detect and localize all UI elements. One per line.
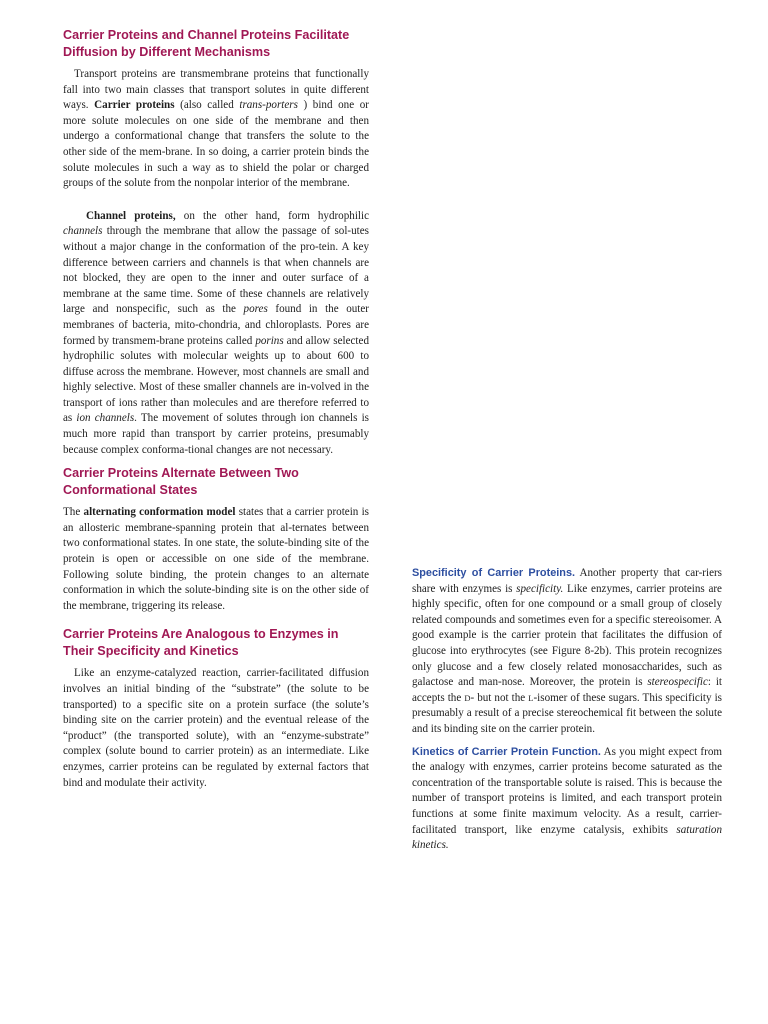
text-run: found in the outer membranes of bacteria, mito-chondria, and chloroplasts. Pores are formed by transmem-brane proteins called bbox=[63, 303, 369, 347]
bold-term: Channel proteins, bbox=[86, 209, 176, 222]
paragraph bbox=[63, 666, 369, 791]
italic-term: channels bbox=[63, 225, 103, 238]
text-run: states that a carrier protein is an allosteric membrane-spanning protein that al-ternates between two conformational states. In one state, the solute-binding site of the protein is open or accessible on one side of the membrane. Following solute binding, the protein changes to an alternate conformation in which the solute-binding site is on the other side of the membrane, triggering its release. bbox=[63, 506, 369, 612]
text-run: on the other hand, form hydrophilic bbox=[175, 209, 369, 222]
bold-term: alternating conformation model bbox=[83, 506, 236, 519]
text-run: The bbox=[63, 506, 84, 519]
section-heading: Carrier Proteins and Channel Proteins Facilitate Diffusion by Different Mechanisms bbox=[63, 28, 350, 59]
text-run: : it accepts the bbox=[412, 676, 722, 704]
small-caps: L bbox=[528, 692, 534, 703]
text-run: Transport proteins are transmembrane proteins that functionally fall into two main classes that transport solutes in quite different ways. bbox=[63, 68, 369, 112]
paragraph bbox=[412, 566, 722, 738]
italic-term: stereospecific bbox=[647, 676, 708, 689]
run-in-heading: Kinetics of Carrier Protein Function. bbox=[412, 745, 601, 758]
text-run: through the membrane that allow the passage of sol-utes without a major change in the conformation of the pro-tein. A key difference between carriers and channels is that when channels are not blocked, they are open to the inner and outer surface of a membrane at the same time. Some of these channels are relatively large and nonspecific, such as the bbox=[63, 225, 369, 316]
right-column bbox=[412, 566, 722, 854]
italic-term: ion channels bbox=[76, 412, 135, 425]
paragraph bbox=[412, 745, 722, 854]
text-run: As you might expect from the analogy with enzymes, carrier proteins become saturated as the concentration of the transportable solute is raised. This is because the number of transport proteins is limited, and each transport protein functions at some finite maximum velocity. As a result, carrier-facilitated transport, like enzyme catalysis, exhibits bbox=[412, 745, 723, 836]
section-heading: Carrier Proteins Alternate Between Two Conformational States bbox=[63, 466, 299, 498]
text-run: Like enzymes, carrier proteins are highly specific, often for one compound or a small group of closely related compounds and sometimes even for a specific stereoisomer. A good example is the carrier protein that facilitates the diffusion of glucose into erythrocytes (see Figure 8-2b). This protein recognizes only glucose and a few closely related monosaccharides, such as galactose and man-nose. Moreover, the protein is bbox=[412, 582, 722, 689]
text-run: and allow selected hydrophilic solutes with molecular weights up to about 600 to diffuse across the membrane. However, most channels are small and highly selective. Most of these smaller channels are in-volved in the transport of ions rather than molecules and are therefore referred to as bbox=[63, 334, 369, 425]
italic-term: porins bbox=[255, 334, 284, 347]
paragraph bbox=[63, 67, 369, 192]
text-run: ) bind one or more solute molecules on one side of the membrane and then undergo a conformational change that transfers the solute to the other side of the mem-brane. In so doing, a carrier protein binds the solute molecules in such a way as to shield the polar or charged groups of the solute from the nonpolar interior of the membrane. bbox=[63, 99, 369, 190]
italic-term: saturation kinetics. bbox=[412, 823, 722, 852]
bold-term: Carrier proteins bbox=[94, 99, 175, 112]
text-run: . The movement of solutes through ion channels is much more rapid than transport by carrier proteins, presumably because complex conforma-tional changes are not necessary. bbox=[63, 412, 370, 456]
text-run: Another property that car-riers share with enzymes is bbox=[412, 567, 723, 595]
left-column bbox=[63, 27, 369, 791]
paragraph bbox=[63, 505, 369, 614]
italic-term: specificity. bbox=[516, 582, 564, 595]
text-run: -isomer of these sugars. This specificity is presumably a result of a precise stereochemical fit between the solute and its binding site on the carrier protein. bbox=[412, 691, 722, 735]
section-heading: Carrier Proteins Are Analogous to Enzymes in Their Specificity and Kinetics bbox=[63, 627, 339, 659]
text-run: (also called bbox=[174, 99, 240, 112]
small-caps: D bbox=[464, 692, 471, 703]
italic-term: pores bbox=[243, 303, 268, 316]
text-run: Like an enzyme-catalyzed reaction, carrier-facilitated diffusion involves an initial binding of the “substrate” (the solute to be transported) to a specific site on a protein surface (the solute’s binding site on the carrier protein) and the eventual release of the “product” (the transported solute), with an “enzyme-substrate” complex (solute bound to carrier protein) as an intermediate. Like enzymes, carrier proteins can be regulated by external factors that bind and modulate their activity. bbox=[63, 667, 369, 789]
run-in-heading: Specificity of Carrier Proteins. bbox=[412, 567, 576, 579]
paragraph bbox=[63, 209, 369, 459]
italic-term: trans-porters bbox=[239, 99, 298, 112]
text-run: - but not the bbox=[470, 691, 529, 704]
